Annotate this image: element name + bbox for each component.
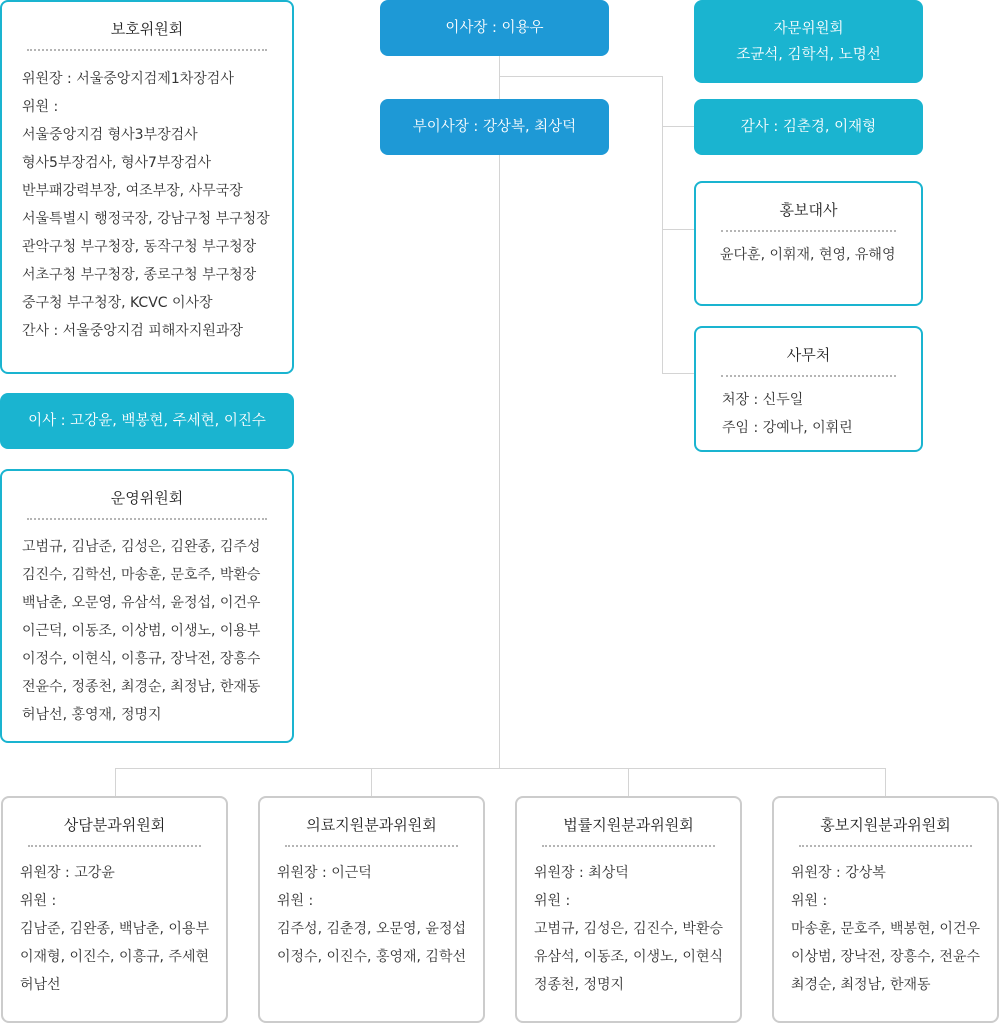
secretariat-line: 처장 : 신두일 — [722, 392, 804, 408]
advisory-box — [694, 0, 923, 83]
subcommittee-line: 위원 : — [791, 893, 828, 909]
subcommittee-legal-box — [515, 796, 742, 1023]
operations-committee-line: 이근덕, 이동조, 이상범, 이생노, 이용부 — [22, 623, 261, 639]
protection-committee-line: 반부패강력부장, 여조부장, 사무국장 — [22, 183, 243, 199]
subcommittee-medical-box — [258, 796, 485, 1023]
chairman-box — [380, 0, 609, 56]
directors-box — [0, 393, 294, 449]
trunk-line — [499, 56, 500, 769]
subcommittee-line: 위원장 : 강상복 — [791, 865, 886, 881]
subcommittee-line: 이상범, 장낙전, 장흥수, 전윤수 — [791, 949, 980, 965]
subcommittee-line: 이정수, 이진수, 홍영재, 김학선 — [277, 949, 466, 965]
operations-committee-line: 김진수, 김학선, 마송훈, 문호주, 박환승 — [22, 567, 261, 583]
operations-committee-line: 전윤수, 정종천, 최경순, 최정남, 한재동 — [22, 679, 261, 695]
subcommittee-line: 최경순, 최정남, 한재동 — [791, 977, 931, 993]
operations-committee-line: 이정수, 이현식, 이흥규, 장낙전, 장흥수 — [22, 651, 261, 667]
right-branch-line — [499, 76, 663, 77]
operations-committee-title: 운영위원회 — [110, 489, 184, 507]
subcommittee-line: 김주성, 김춘경, 오문영, 윤정섭 — [277, 921, 466, 937]
subcommittee-line: 위원 : — [534, 893, 571, 909]
operations-committee-line: 허남선, 홍영재, 정명지 — [22, 707, 162, 723]
ambassador-line: 윤다훈, 이휘재, 현영, 유해영 — [720, 247, 896, 263]
advisory-members: 조균석, 김학석, 노명선 — [736, 46, 881, 63]
directors-label: 이사 : 고강윤, 백봉현, 주세현, 이진수 — [28, 413, 266, 429]
protection-committee-line: 간사 : 서울중앙지검 피해자지원과장 — [22, 323, 243, 339]
right-vertical-line — [662, 76, 663, 374]
subcommittee-line: 고범규, 김성은, 김진수, 박환승 — [534, 921, 723, 937]
protection-committee-line: 서울중앙지검 형사3부장검사 — [22, 127, 198, 143]
operations-committee-box — [0, 469, 294, 743]
sub-connector-2 — [371, 768, 372, 796]
subcommittee-line: 김남준, 김완종, 백남춘, 이용부 — [20, 921, 209, 937]
auditor-box — [694, 99, 923, 155]
ambassador-title: 홍보대사 — [779, 201, 838, 219]
subcommittee-line: 위원 : — [20, 893, 57, 909]
vice-chairman-box — [380, 99, 609, 155]
subcommittee-title: 의료지원분과위원회 — [306, 816, 437, 834]
protection-committee-line: 관악구청 부구청장, 동작구청 부구청장 — [22, 239, 257, 255]
subcommittee-line: 마송훈, 문호주, 백봉현, 이건우 — [791, 921, 980, 937]
protection-committee-title: 보호위원회 — [110, 20, 184, 38]
subcommittee-title: 상담분과위원회 — [63, 816, 166, 834]
subcommittee-line: 위원장 : 고강윤 — [20, 865, 115, 881]
secretariat-line: 주임 : 강예나, 이휘린 — [722, 420, 853, 436]
sub-connector-1 — [115, 768, 116, 796]
subcommittee-pr-box — [772, 796, 999, 1023]
secretariat-box — [694, 326, 923, 452]
secretariat-connector — [662, 373, 695, 374]
vice-chairman-label: 부이사장 : 강상복, 최상덕 — [412, 119, 577, 135]
subcommittee-line: 위원 : — [277, 893, 314, 909]
subcommittee-title: 법률지원분과위원회 — [563, 816, 694, 834]
operations-committee-line: 백남춘, 오문영, 유삼석, 윤정섭, 이건우 — [22, 595, 261, 611]
subcommittee-line: 위원장 : 최상덕 — [534, 865, 629, 881]
bottom-horizontal-line — [115, 768, 886, 769]
auditor-label: 감사 : 김춘경, 이재형 — [740, 119, 877, 135]
protection-committee-line: 위원 : — [22, 99, 59, 115]
chairman-label: 이사장 : 이용우 — [445, 20, 544, 36]
operations-committee-line: 고범규, 김남준, 김성은, 김완종, 김주성 — [22, 539, 261, 555]
subcommittee-line: 유삼석, 이동조, 이생노, 이현식 — [534, 949, 723, 965]
sub-connector-3 — [628, 768, 629, 796]
protection-committee-line: 형사5부장검사, 형사7부장검사 — [22, 155, 212, 171]
protection-committee-box — [0, 0, 294, 374]
subcommittee-line: 정종천, 정명지 — [534, 977, 625, 993]
ambassador-connector — [662, 229, 695, 230]
auditor-connector — [662, 126, 695, 127]
subcommittee-line: 위원장 : 이근덕 — [277, 865, 372, 881]
subcommittee-counseling-box — [1, 796, 228, 1023]
protection-committee-line: 중구청 부구청장, KCVC 이사장 — [22, 295, 213, 311]
protection-committee-line: 서초구청 부구청장, 종로구청 부구청장 — [22, 267, 257, 283]
subcommittee-title: 홍보지원분과위원회 — [820, 816, 951, 834]
protection-committee-line: 서울특별시 행정국장, 강남구청 부구청장 — [22, 211, 270, 227]
secretariat-title: 사무처 — [786, 346, 831, 364]
protection-committee-line: 위원장 : 서울중앙지검제1차장검사 — [22, 71, 234, 87]
subcommittee-line: 허남선 — [20, 977, 61, 993]
subcommittee-line: 이재형, 이진수, 이흥규, 주세현 — [20, 949, 209, 965]
advisory-title: 자문위원회 — [773, 20, 844, 37]
ambassador-box — [694, 181, 923, 306]
sub-connector-4 — [885, 768, 886, 796]
